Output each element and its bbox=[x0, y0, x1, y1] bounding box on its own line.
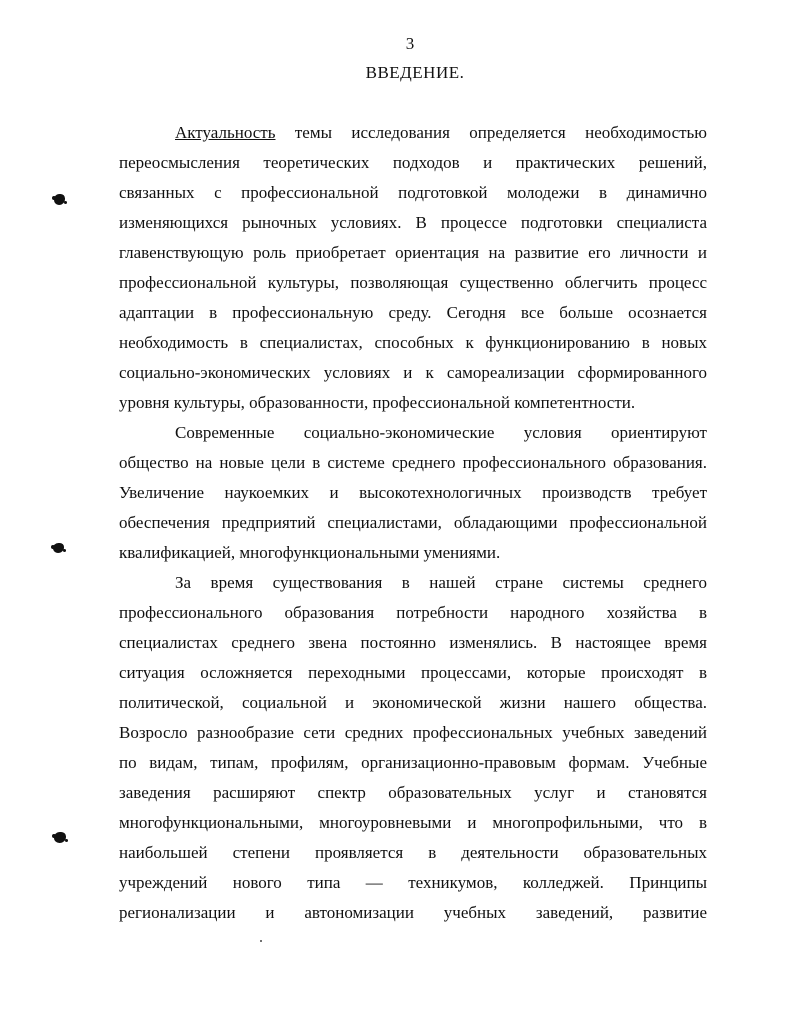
paragraph-3-line-6: Возросло разнообразие сети средних профессиональных учебных заведений bbox=[119, 723, 707, 742]
paragraph-3-line-10: наибольшей степени проявляется в деятельности образовательных bbox=[119, 843, 707, 862]
paragraph-2-line-1: Современные социально-экономические условия ориентируют bbox=[175, 423, 707, 442]
paragraph-1-line-10: уровня культуры, образованности, профессиональной компетентности. bbox=[119, 393, 636, 412]
paragraph-1-line-7: адаптации в профессиональную среду. Сегодня все больше осознается bbox=[119, 303, 707, 322]
paragraph-3-line-4: ситуация осложняется переходными процессами, которые происходят в bbox=[119, 663, 707, 682]
page-number: 3 bbox=[405, 34, 415, 53]
paragraph-2-line-2: общество на новые цели в системе среднего профессионального образования. bbox=[119, 453, 707, 472]
paragraph-3-line-5: политической, социальной и экономической жизни нашего общества. bbox=[119, 693, 707, 712]
section-title: ВВЕДЕНИЕ. bbox=[365, 63, 465, 82]
paragraph-1-line-3: связанных с профессиональной подготовкой молодежи в динамично bbox=[119, 183, 707, 202]
paragraph-1-line-2: переосмысления теоретических подходов и практических решений, bbox=[119, 153, 707, 172]
paragraph-3-line-2: профессионального образования потребности народного хозяйства в bbox=[119, 603, 707, 622]
scan-speck bbox=[260, 940, 262, 942]
binder-hole-mark bbox=[53, 543, 64, 553]
paragraph-3-line-12: регионализации и автономизации учебных заведений, развитие bbox=[119, 903, 707, 922]
paragraph-1-line-1 bbox=[175, 118, 707, 148]
paragraph-2-line-4: обеспечения предприятий специалистами, обладающими профессиональной bbox=[119, 513, 707, 532]
paragraph-2-line-3: Увеличение наукоемких и высокотехнологичных производств требует bbox=[119, 483, 707, 502]
paragraph-3-line-9: многофункциональными, многоуровневыми и многопрофильными, что в bbox=[119, 813, 707, 832]
binder-hole-mark bbox=[54, 194, 65, 205]
paragraph-1-line-8: необходимость в специалистах, способных к функционированию в новых bbox=[119, 333, 707, 352]
underlined-term: Актуальность bbox=[175, 123, 276, 142]
paragraph-3-line-7: по видам, типам, профилям, организационно-правовым формам. Учебные bbox=[119, 753, 707, 772]
paragraph-2-line-5: квалификацией, многофункциональными умениями. bbox=[119, 543, 501, 562]
paragraph-1-line-5: главенствующую роль приобретает ориентация на развитие его личности и bbox=[119, 243, 707, 262]
binder-hole-mark bbox=[54, 832, 66, 843]
paragraph-1-line-1-rest: темы исследования определяется необходимостью bbox=[294, 123, 707, 142]
paragraph-1-line-4: изменяющихся рыночных условиях. В процессе подготовки специалиста bbox=[119, 213, 707, 232]
paragraph-3-line-1: За время существования в нашей стране системы среднего bbox=[175, 573, 707, 592]
paragraph-3-line-3: специалистах среднего звена постоянно изменялись. В настоящее время bbox=[119, 633, 707, 652]
paragraph-3-line-11: учреждений нового типа — техникумов, колледжей. Принципы bbox=[119, 873, 707, 892]
paragraph-1-line-6: профессиональной культуры, позволяющая существенно облегчить процесс bbox=[119, 273, 707, 292]
paragraph-3-line-8: заведения расширяют спектр образовательных услуг и становятся bbox=[119, 783, 707, 802]
paragraph-1-line-9: социально-экономических условиях и к самореализации сформированного bbox=[119, 363, 707, 382]
